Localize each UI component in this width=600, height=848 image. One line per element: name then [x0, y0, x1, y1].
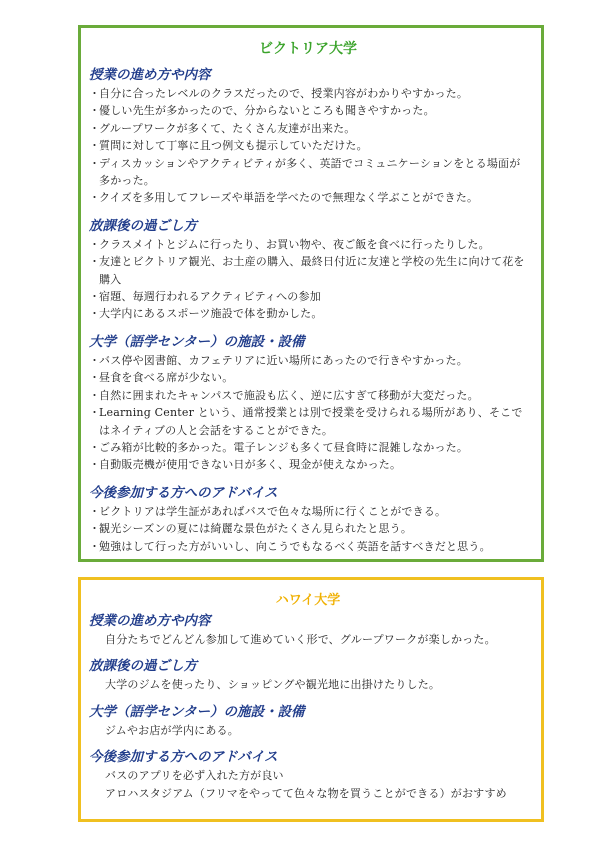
victoria-title: ビクトリア大学	[259, 41, 357, 57]
bullet-list	[89, 85, 527, 207]
hawaii-section-facilities	[89, 703, 527, 739]
list-item: ・ グループワークが多くて、たくさん友達が出来た。	[89, 120, 527, 137]
list-item: ・ 友達とビクトリア観光、お土産の購入、最終日付近に友達と学校の先生に向けて花を購入	[89, 253, 527, 288]
list-item: ・ 優しい先生が多かったので、分からないところも聞きやすかった。	[89, 102, 527, 119]
bullet-list	[89, 352, 527, 474]
victoria-university-box	[78, 25, 544, 562]
bullet-list	[89, 503, 527, 555]
list-item: ・ クラスメイトとジムに行ったり、お買い物や、夜ご飯を食べに行ったりした。	[89, 236, 527, 253]
victoria-section-facilities	[89, 333, 527, 474]
list-item: ・ 質問に対して丁寧に且つ例文も提示していただけた。	[89, 137, 527, 154]
list-item: ・ ビクトリアは学生証があればバスで色々な場所に行くことができる。	[89, 503, 527, 520]
text-list	[89, 631, 527, 648]
list-item: ・ クイズを多用してフレーズや単語を学べたので無理なく学ぶことができた。	[89, 189, 527, 206]
list-item: アロハスタジアム（フリマをやってて色々な物を買うことができる）がおすすめ	[105, 786, 507, 800]
list-item: ・ 勉強はして行った方がいいし、向こうでもなるべく英語を話すべきだと思う。	[89, 538, 527, 555]
section-heading: 今後参加する方へのアドバイス	[89, 484, 278, 501]
list-item: ・ ディスカッションやアクティビティが多く、英語でコミュニケーションをとる場面が多かった。	[89, 155, 527, 190]
list-item: バスのアプリを必ず入れた方が良い	[105, 769, 284, 783]
section-heading: 大学（語学センター）の施設・設備	[89, 333, 305, 350]
hawaii-title: ハワイ大学	[275, 593, 341, 608]
list-item: ・ 宿題、毎週行われるアクティビティへの参加	[89, 288, 527, 305]
hawaii-section-after-school	[89, 657, 527, 693]
section-heading: 大学（語学センター）の施設・設備	[89, 703, 305, 720]
text-list	[89, 722, 527, 739]
text-list	[89, 767, 527, 802]
list-item: ・ 自動販売機が使用できない日が多く、現金が使えなかった。	[89, 456, 527, 473]
bullet-list	[89, 236, 527, 323]
list-item: 大学のジムを使ったり、ショッピングや観光地に出掛けたりした。	[105, 678, 441, 692]
list-item: ・ Learning Center という、通常授業とは別で授業を受けられる場所があり、そこではネイティブの人と会話をすることができた。	[89, 404, 527, 439]
section-heading: 授業の進め方や内容	[89, 67, 211, 83]
list-item: 自分たちでどんどん参加して進めていく形で、グループワークが楽しかった。	[105, 633, 496, 646]
section-heading: 今後参加する方へのアドバイス	[89, 749, 278, 766]
section-heading: 放課後の過ごし方	[89, 217, 197, 234]
section-heading: 放課後の過ごし方	[89, 658, 197, 675]
hawaii-section-classes	[89, 612, 527, 648]
list-item: ・ ごみ箱が比較的多かった。電子レンジも多くて昼食時に混雑しなかった。	[89, 439, 527, 456]
hawaii-university-box	[78, 577, 544, 822]
list-item: ジムやお店が学内にある。	[105, 723, 239, 737]
victoria-section-advice	[89, 484, 527, 555]
list-item: ・ バス停や図書館、カフェテリアに近い場所にあったので行きやすかった。	[89, 352, 527, 369]
victoria-section-classes	[89, 66, 527, 207]
hawaii-section-advice	[89, 748, 527, 802]
section-heading: 授業の進め方や内容	[89, 613, 211, 629]
text-list	[89, 676, 527, 693]
list-item: ・ 昼食を食べる席が少ない。	[89, 369, 527, 386]
victoria-section-after-school	[89, 217, 527, 323]
list-item: ・ 観光シーズンの夏には綺麗な景色がたくさん見られたと思う。	[89, 520, 527, 537]
list-item: ・ 自分に合ったレベルのクラスだったので、授業内容がわかりやすかった。	[89, 85, 527, 102]
list-item: ・ 大学内にあるスポーツ施設で体を動かした。	[89, 305, 527, 322]
list-item: ・ 自然に囲まれたキャンパスで施設も広く、逆に広すぎて移動が大変だった。	[89, 387, 527, 404]
